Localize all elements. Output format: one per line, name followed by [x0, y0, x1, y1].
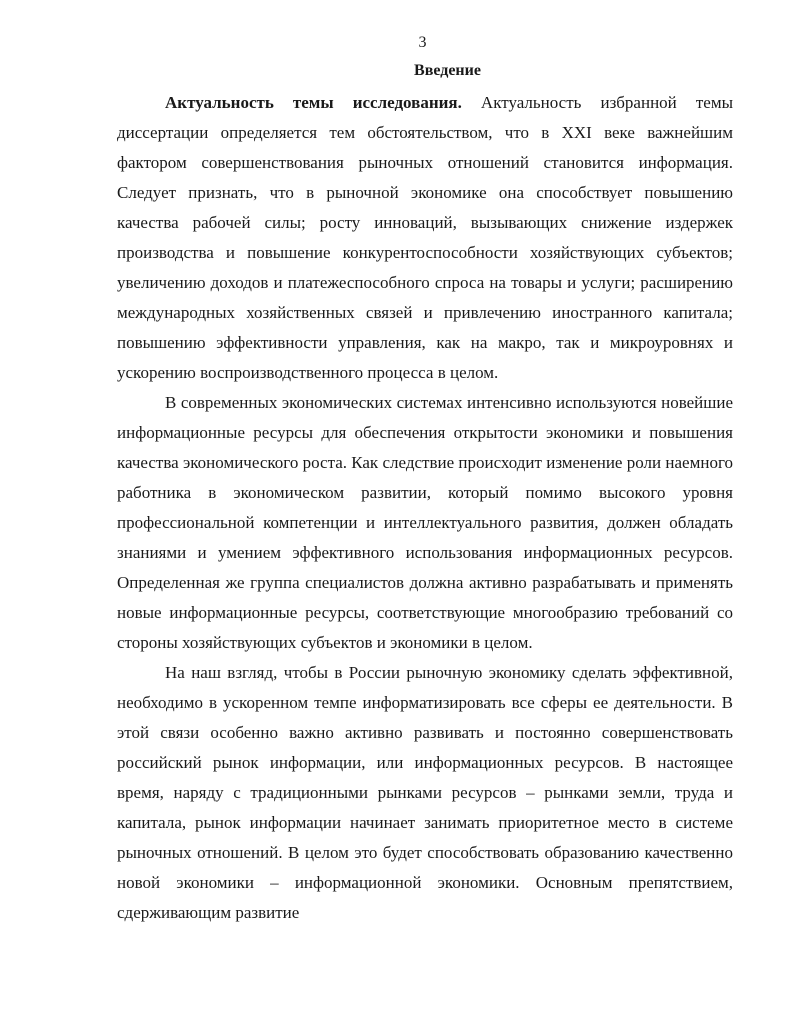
paragraph-2: В современных экономических системах интенсивно используются новейшие информационные ресурсы для обеспечения открытости экономики и повышения качества экономического роста. Как следствие происходит изменение роли наемного работника в экономическом развитии, который помимо высокого уровня профессиональной компетенции и интеллектуального развития, должен обладать знаниями и умением эффективного использования информационных ресурсов. Определенная же группа специалистов должна активно разрабатывать и применять новые информационные ресурсы, соответствующие многообразию требований со стороны хозяйствующих субъектов и экономики в целом. — [117, 393, 733, 652]
body-text — [117, 88, 733, 928]
paragraph-lead: Актуальность темы исследования. — [165, 93, 462, 112]
paragraph-1 — [117, 88, 733, 388]
paragraph-1-text: Актуальность избранной темы диссертации определяется тем обстоятельством, что в XXI веке важнейшим фактором совершенствования рыночных отношений становится информация. Следует признать, что в рыночной экономике она способствует повышению качества рабочей силы; росту инноваций, вызывающих снижение издержек производства и повышение конкурентоспособности хозяйствующих субъектов; увеличению доходов и платежеспособного спроса на товары и услуги; расширению международных хозяйственных связей и привлечению иностранного капитала; повышению эффективности управления, как на макро, так и микроуровнях и ускорению воспроизводственного процесса в целом. — [117, 93, 733, 382]
section-heading: Введение — [414, 62, 481, 79]
page-number: 3 — [418, 34, 427, 51]
paragraph-3: На наш взгляд, чтобы в России рыночную экономику сделать эффективной, необходимо в ускоренном темпе информатизировать все сферы ее деятельности. В этой связи особенно важно активно развивать и постоянно совершенствовать российский рынок информации, или информационных ресурсов. В настоящее время, наряду с традиционными рынками ресурсов – рынками земли, труда и капитала, рынок информации начинает занимать приоритетное место в системе рыночных отношений. В целом это будет способствовать образованию качественно новой экономики – информационной экономики. Основным препятствием, сдерживающим развитие — [117, 663, 733, 922]
